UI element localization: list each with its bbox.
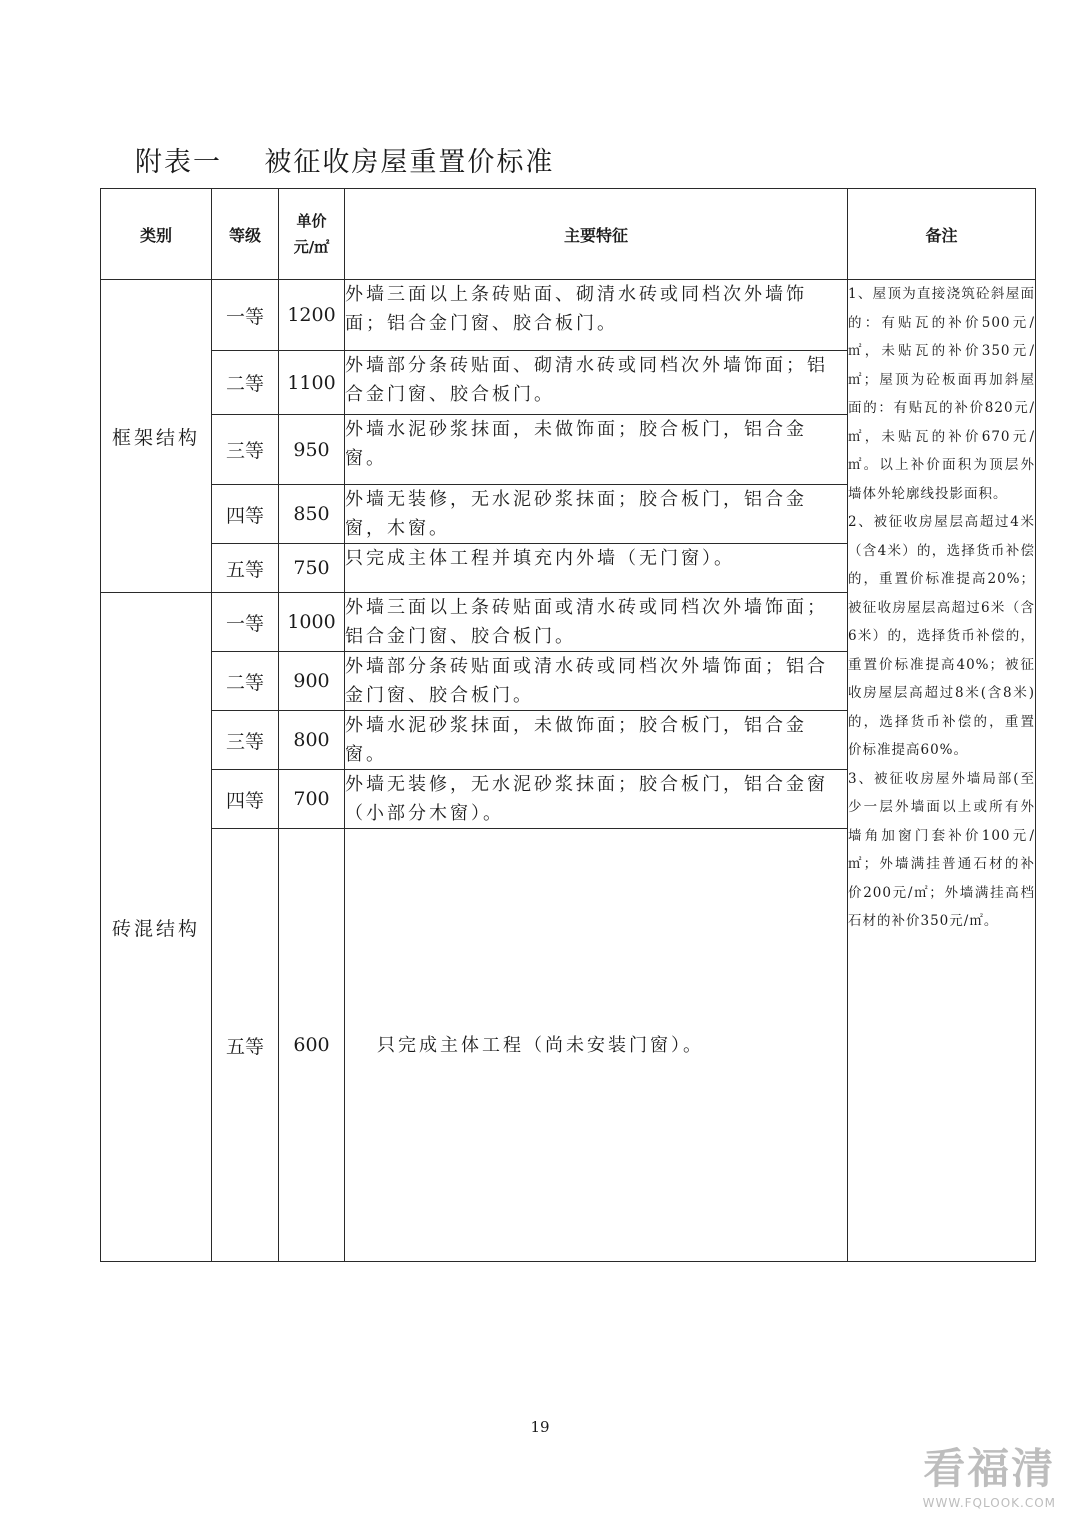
page-title: 附表一 被征收房屋重置价标准 bbox=[135, 147, 555, 178]
header-price-line2: 元/㎡ bbox=[293, 238, 330, 256]
header-price-line1: 单价 bbox=[296, 212, 327, 230]
feature-cell: 只完成主体工程（尚未安装门窗）。 bbox=[345, 829, 848, 1262]
watermark-logo: 看福清 bbox=[923, 1444, 1056, 1493]
grade-cell: 五等 bbox=[212, 829, 279, 1262]
price-cell: 600 bbox=[279, 829, 345, 1262]
feature-cell: 外墙无装修，无水泥砂浆抹面；胶合板门，铝合金窗（小部分木窗）。 bbox=[345, 770, 848, 829]
note-item: 2、被征收房屋层高超过4米（含4米）的，选择货币补偿的，重置价标准提高20%；被征收房屋层高超过6米（含6米）的，选择货币补偿的，重置价标准提高40%；被征收房屋层高超过8米(含8米)的，选择货币补偿的，重置价标准提高60%。 bbox=[848, 514, 1035, 758]
feature-cell: 外墙三面以上条砖贴面、砌清水砖或同档次外墙饰面；铝合金门窗、胶合板门。 bbox=[345, 280, 848, 351]
grade-cell: 三等 bbox=[212, 711, 279, 770]
price-cell: 1000 bbox=[279, 593, 345, 652]
watermark-url: WWW.FQLOOK.COM bbox=[922, 1496, 1056, 1510]
note-item: 1、屋顶为直接浇筑砼斜屋面的：有贴瓦的补价500元/㎡，未贴瓦的补价350元/㎡；屋顶为砼板面再加斜屋面的：有贴瓦的补价820元/㎡，未贴瓦的补价670元/㎡。以上补价面积为顶层外墙体外轮廓线投影面积。 bbox=[848, 286, 1035, 502]
note-item: 3、被征收房屋外墙局部(至少一层外墙面以上或所有外墙角加窗门套补价100元/㎡；外墙满挂普通石材的补价200元/㎡；外墙满挂高档石材的补价350元/㎡。 bbox=[848, 770, 1035, 929]
feature-cell: 外墙部分条砖贴面或清水砖或同档次外墙饰面；铝合金门窗、胶合板门。 bbox=[345, 652, 848, 711]
price-cell: 800 bbox=[279, 711, 345, 770]
page-number: 19 bbox=[530, 1418, 550, 1436]
category-cell: 砖混结构 bbox=[101, 593, 212, 1262]
grade-cell: 二等 bbox=[212, 652, 279, 711]
feature-cell: 外墙部分条砖贴面、砌清水砖或同档次外墙饰面；铝合金门窗、胶合板门。 bbox=[345, 351, 848, 415]
feature-cell: 外墙无装修，无水泥砂浆抹面；胶合板门，铝合金窗，木窗。 bbox=[345, 485, 848, 544]
price-cell: 850 bbox=[279, 485, 345, 544]
price-cell: 1200 bbox=[279, 280, 345, 351]
grade-cell: 四等 bbox=[212, 770, 279, 829]
notes-cell bbox=[848, 280, 1036, 1262]
header-grade: 等级 bbox=[212, 189, 279, 280]
header-features: 主要特征 bbox=[345, 189, 848, 280]
price-standard-table bbox=[100, 188, 1036, 1262]
header-row bbox=[101, 189, 1036, 280]
grade-cell: 一等 bbox=[212, 280, 279, 351]
header-notes: 备注 bbox=[848, 189, 1036, 280]
price-cell: 1100 bbox=[279, 351, 345, 415]
feature-cell: 只完成主体工程并填充内外墙（无门窗）。 bbox=[345, 544, 848, 593]
grade-cell: 一等 bbox=[212, 593, 279, 652]
price-cell: 900 bbox=[279, 652, 345, 711]
grade-cell: 三等 bbox=[212, 415, 279, 485]
price-cell: 950 bbox=[279, 415, 345, 485]
header-category: 类别 bbox=[101, 189, 212, 280]
table-row bbox=[101, 280, 1036, 351]
header-price bbox=[279, 189, 345, 280]
grade-cell: 五等 bbox=[212, 544, 279, 593]
feature-cell: 外墙水泥砂浆抹面，未做饰面；胶合板门，铝合金窗。 bbox=[345, 415, 848, 485]
grade-cell: 四等 bbox=[212, 485, 279, 544]
feature-cell: 外墙三面以上条砖贴面或清水砖或同档次外墙饰面；铝合金门窗、胶合板门。 bbox=[345, 593, 848, 652]
price-cell: 700 bbox=[279, 770, 345, 829]
grade-cell: 二等 bbox=[212, 351, 279, 415]
feature-cell: 外墙水泥砂浆抹面，未做饰面；胶合板门，铝合金窗。 bbox=[345, 711, 848, 770]
price-cell: 750 bbox=[279, 544, 345, 593]
watermark bbox=[923, 1436, 1056, 1510]
category-cell: 框架结构 bbox=[101, 280, 212, 593]
